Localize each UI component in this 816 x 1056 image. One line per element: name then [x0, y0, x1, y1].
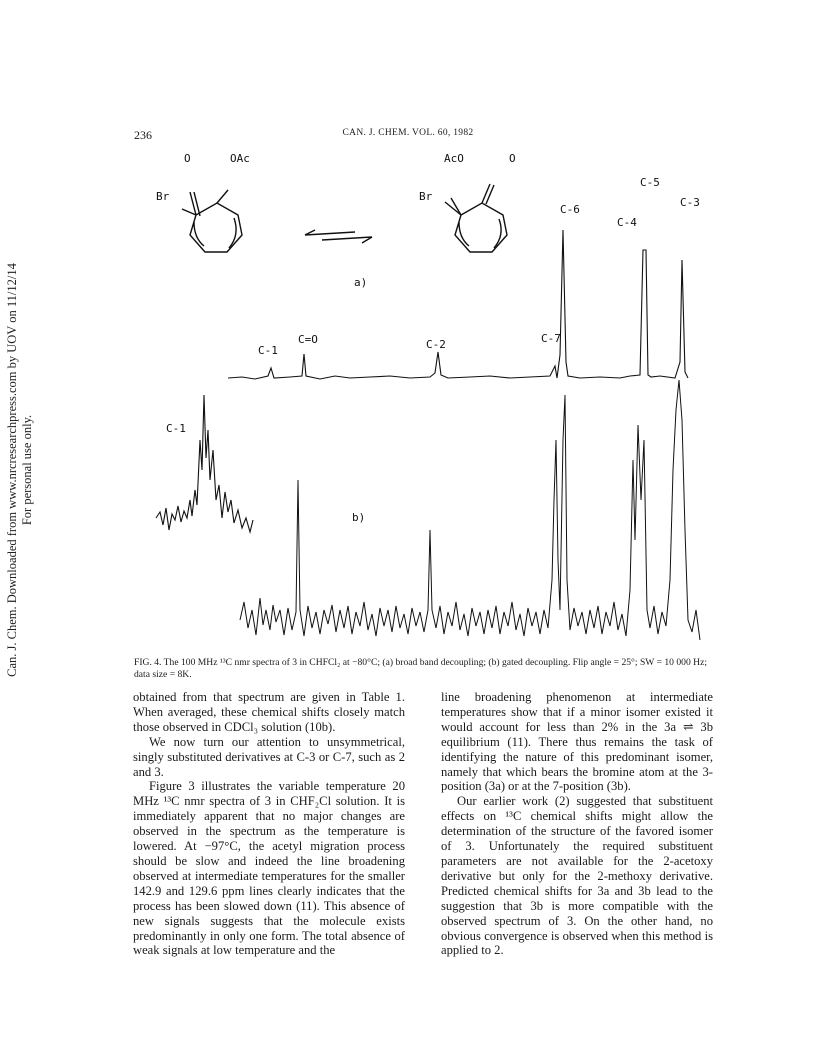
- spectrum-a: [228, 230, 688, 379]
- download-notice: [0, 0, 40, 1056]
- right-ketone-label: O: [509, 152, 516, 165]
- left-br-label: Br: [156, 190, 170, 203]
- peak-label-c1: C-1: [258, 344, 278, 357]
- left-paragraph-3: Figure 3 illustrates the variable temperature 20 MHz ¹³C nmr spectra of 3 in CHF₂Cl solution. It is immediately apparent that no major changes are observed in the spectrum as the temperature is lowered. At −97°C, the acetyl migration process should be slow and indeed the line broadening observed at intermediate temperatures for the smaller 142.9 and 129.6 ppm lines clearly indicates that the process has been slowed down (11). This absence of new signals suggests that the molecule exists predominantly in only one form. The total absence of weak signals at low temperature and the: [133, 779, 405, 958]
- right-tropolone-ring: [455, 203, 507, 252]
- running-title: CAN. J. CHEM. VOL. 60, 1982: [342, 128, 474, 138]
- spectrum-b-trace: [240, 380, 700, 640]
- peak-label-c4: C-4: [617, 216, 637, 229]
- peak-label-c6: C-6: [560, 203, 580, 216]
- peak-label-c5: C-5: [640, 176, 660, 189]
- page-number: 236: [134, 128, 152, 142]
- spectrum-b-labels: [166, 422, 365, 524]
- spectrum-b-inset-trace: [156, 395, 253, 532]
- peak-label-c3: C-3: [680, 196, 700, 209]
- peak-label-c2: C-2: [426, 338, 446, 351]
- left-tropolone-ring: [190, 203, 242, 252]
- right-column: [441, 690, 713, 958]
- right-paragraph-1: line broadening phenomenon at intermediate temperatures show that if a minor isomer existed it would account for less than 2% in the 3a ⇌ 3b equilibrium (11). There thus remains the task of identifying the nature of this predominant isomer, namely that which bears the bromine atom at the 3-position (3a) or at the 7-position (3b).: [441, 690, 713, 794]
- left-ketone-label: O: [184, 152, 191, 165]
- spectrum-a-trace: [228, 230, 688, 379]
- reaction-scheme: [182, 184, 507, 252]
- left-paragraph-1: obtained from that spectrum are given in Table 1. When averaged, these chemical shifts closely match those observed in CDCl₃ solution (10b).: [133, 690, 405, 734]
- spectrum-a-peak-labels: [258, 176, 700, 357]
- left-paragraph-2: We now turn our attention to unsymmetrical, singly substituted derivatives at C-3 or C-7, such as 2 and 3.: [133, 734, 405, 779]
- panel-a-label: a): [354, 276, 368, 289]
- panel-b-label: b): [352, 511, 366, 524]
- download-notice-line2: For personal use only.: [20, 414, 34, 526]
- structure-labels: [156, 152, 516, 203]
- panel-b-c1-label: C-1: [166, 422, 186, 435]
- peak-label-co: C=O: [298, 333, 318, 346]
- right-paragraph-2: Our earlier work (2) suggested that substituent effects on ¹³C chemical shifts might allow the determination of the structure of the favored isomer of 3. Unfortunately the required substituent parameters are not available for the 2-acetoxy derivative but only for the 2-methoxy derivative. Predicted chemical shifts for 3a and 3b lead to the suggestion that 3b is more compatible with the observed spectrum of 3. On the other hand, no obvious convergence is observed when this method is applied to 2.: [441, 794, 713, 958]
- left-column: [133, 690, 405, 958]
- right-aco-label: AcO: [444, 152, 464, 165]
- figure-4: [130, 140, 716, 655]
- right-br-label: Br: [419, 190, 433, 203]
- figure-caption: FIG. 4. The 100 MHz ¹³C nmr spectra of 3 in CHFCl₂ at −80°C; (a) broad band decoupling; (b) gated decoupling. Flip angle = 25°; SW = 10 000 Hz; data size = 8K.: [134, 657, 708, 680]
- download-notice-line1: Can. J. Chem. Downloaded from www.nrcresearchpress.com by UOV on 11/12/14: [5, 263, 19, 677]
- left-oac-label: OAc: [230, 152, 250, 165]
- peak-label-c7: C-7: [541, 332, 561, 345]
- spectrum-b: [156, 380, 700, 640]
